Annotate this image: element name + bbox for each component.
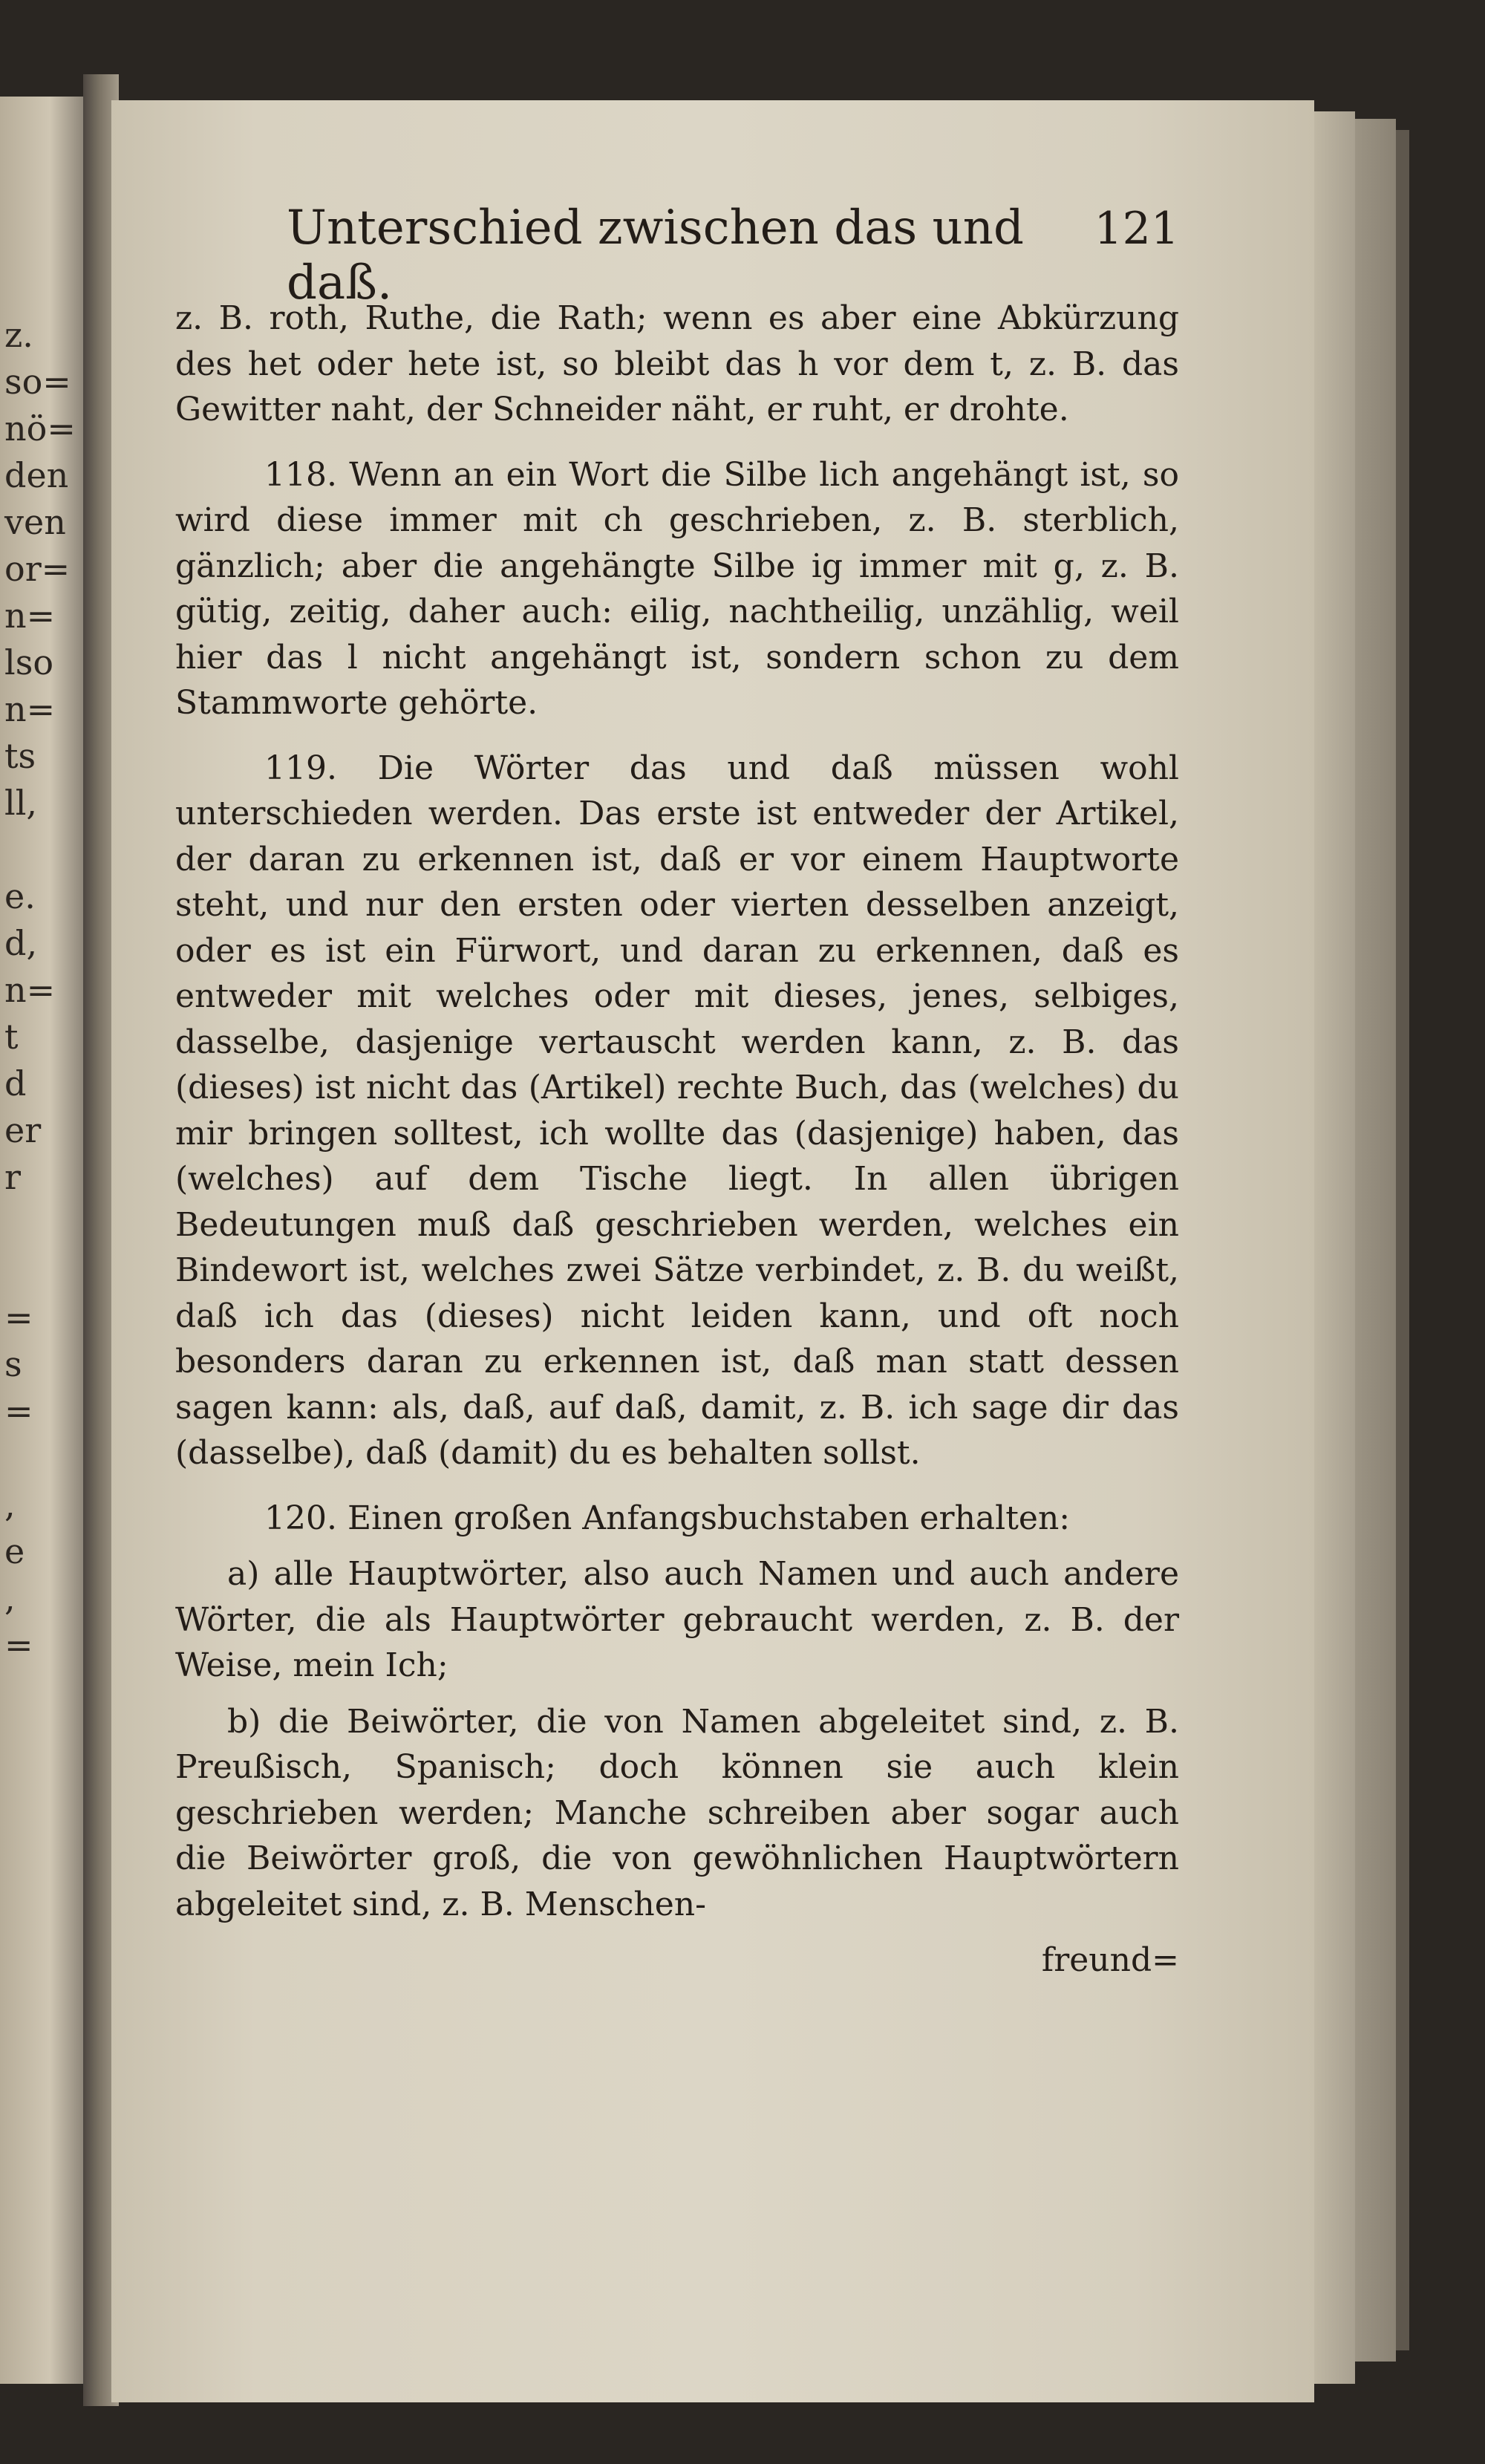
paragraph-120a: a) alle Hauptwörter, also auch Namen und auch andere Wörter, die als Hauptwörter gebraucht werden, z. B. der Weise, mein Ich; <box>175 1555 1179 1684</box>
margin-fragment: d, <box>4 923 38 963</box>
page-edge-stack <box>1355 119 1396 2362</box>
margin-fragment: so= <box>4 362 71 402</box>
margin-fragment: , <box>4 1578 16 1618</box>
paragraph-117-continuation: z. B. roth, Ruthe, die Rath; wenn es aber eine Abkürzung des het oder hete ist, so bleibt das h vor dem t, z. B. das Gewitter naht, der Schneider näht, er ruht, er drohte. <box>175 299 1179 428</box>
margin-fragment <box>4 1435 79 1482</box>
margin-fragment: = <box>4 1625 33 1665</box>
margin-fragment: s <box>4 1344 22 1384</box>
margin-fragment: t <box>4 1017 19 1057</box>
margin-fragment: nö= <box>4 408 76 449</box>
margin-fragment: , <box>4 1484 16 1525</box>
margin-fragment: r <box>4 1157 21 1197</box>
margin-fragment <box>4 1248 79 1294</box>
left-page-text-fragments <box>4 312 79 1669</box>
margin-fragment: = <box>4 1391 33 1431</box>
margin-fragment: ven <box>4 502 66 542</box>
margin-fragment: n= <box>4 596 56 636</box>
paragraph-120: 120. Einen großen Anfangsbuchstaben erhalten: <box>264 1499 1071 1537</box>
margin-fragment: lso <box>4 642 54 682</box>
paragraph-119: 119. Die Wörter das und daß müssen wohl unterschieden werden. Das erste ist entweder der Artikel, der daran zu erkennen ist, daß er vor einem Hauptworte steht, und nur den ersten oder vierten desselben anzeigt, oder es ist ein Fürwort, und daran zu erkennen, daß es entweder mit welches oder mit dieses, jenes, selbiges, dasselbe, dasjenige vertauscht werden kann, z. B. das (dieses) ist nicht das (Artikel) rechte Buch, das (welches) du mir bringen solltest, ich wollte das (dasjenige) haben, das (welches) auf dem Tische liegt. In allen übrigen Bedeutungen muß daß geschrieben werden, welches ein Bindewort ist, welches zwei Sätze verbindet, z. B. du weißt, daß ich das (dieses) nicht leiden kann, und oft noch besonders daran zu erkennen ist, daß man statt dessen sagen kann: als, daß, auf daß, damit, z. B. ich sage dir das (dasselbe), daß (damit) du es behalten sollst. <box>175 749 1179 1472</box>
paragraph-118: 118. Wenn an ein Wort die Silbe lich angehängt ist, so wird diese immer mit ch geschrieben, z. B. sterblich, gänzlich; aber die angehängte Silbe ig immer mit g, z. B. gütig, zeitig, daher auch: eilig, nachtheilig, unzählig, weil hier das l nicht angehängt ist, sondern schon zu dem Stammworte gehörte. <box>175 455 1179 722</box>
margin-fragment: z. <box>4 315 33 355</box>
margin-fragment: er <box>4 1110 42 1150</box>
running-header <box>175 201 1179 310</box>
margin-fragment: = <box>4 1297 33 1337</box>
margin-fragment: or= <box>4 549 71 589</box>
margin-fragment: e. <box>4 876 36 916</box>
catchword: freund= <box>1041 1941 1179 1979</box>
margin-fragment <box>4 1201 79 1248</box>
margin-fragment: n= <box>4 689 56 729</box>
margin-fragment: ts <box>4 736 36 776</box>
margin-fragment <box>4 827 79 873</box>
page-number: 121 <box>1094 203 1179 255</box>
margin-fragment: den <box>4 455 69 495</box>
page-text-block <box>175 201 1179 1984</box>
paragraph-120b: b) die Beiwörter, die von Namen abgeleitet sind, z. B. Preußisch, Spanisch; doch können sie auch klein geschrieben werden; Manche schreiben aber sogar auch die Beiwörter groß, die von gewöhnlichen Hauptwörtern abgeleitet sind, z. B. Menschen- <box>175 1702 1179 1923</box>
page-edge-shadow <box>1396 130 1409 2350</box>
margin-fragment: ll, <box>4 783 38 823</box>
running-title: Unterschied zwischen das und daß. <box>287 201 1024 310</box>
margin-fragment: e <box>4 1531 25 1571</box>
margin-fragment: d <box>4 1063 27 1104</box>
page-edge-stack <box>1314 111 1355 2384</box>
margin-fragment: n= <box>4 970 56 1010</box>
